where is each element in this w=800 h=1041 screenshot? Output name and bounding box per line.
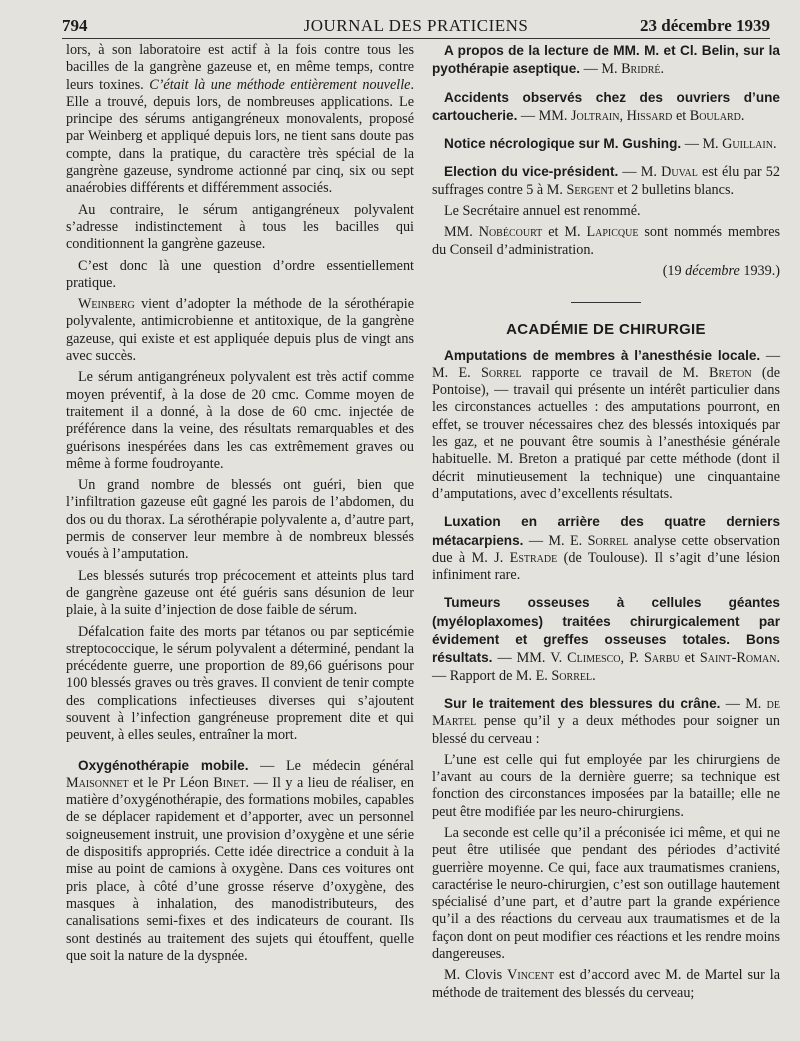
item-luxation: Luxation en arrière des quatre derniers métacarpiens. — M. E. Sorrel analyse cette observation due à M. J. Estrade (de Toulouse). Il s’agit d’une lésion infiniment rare.	[432, 514, 780, 584]
item-tumeurs: Tumeurs osseuses à cellules géantes (myéloplaxomes) traitées chirurgicalement par évidement et greffes osseuses totales. Bons résultats. — MM. V. Climesco, P. Sarbu et Saint-Roman. — Rapport de M. E. Sorrel.	[432, 595, 780, 684]
item-amputations: Amputations de membres à l’anesthésie locale. — M. E. Sorrel rapporte ce travail de M. Breton (de Pontoise), — travail qui présente un intérêt particulier dans les circonstances actuelles : des amputations pourront, en effet, se trouver nécessaires chez des blessés intoxiqués par les gaz, et ne pouvant être soumis à l’anesthésie générale habituelle. M. Breton a pratiqué par cette méthode (dont il décrit minutieusement la technique) une cinquantaine d’amputations, avec d’excellents résultats.	[432, 347, 781, 502]
paragraph-polyvalent: Au contraire, le sérum antigangréneux polyvalent s’adresse indistinctement à tous les bacilles qui conditionnent la gangrène gazeuse.	[66, 201, 414, 253]
header-rule	[62, 38, 770, 39]
paragraph-statistics: Défalcation faite des morts par tétanos ou par septicémie streptococcique, le sérum polyvalent a déterminé, pendant la précédente guerre, une proportion de 89,66 guérisons pour 100 blessés graves ou très graves. Il convient de tenir compte des complications infectieuses diverses qui s’ajoutent souvent à l’infection gangréneuse proprement dite et qui peuvent, à elles seules, entraîner la mort.	[66, 623, 414, 744]
item-title: Amputations de membres à l’anesthésie locale.	[444, 347, 761, 363]
paragraph-secretary: Le Secrétaire annuel est renommé.	[444, 203, 641, 220]
article-oxygenotherapie: Oxygénothérapie mobile. — Le médecin général Maisonnet et le Pr Léon Binet. — Il y a lieu de réaliser, en matière d’oxygénothérapie, des formations mobiles, capables de se déplacer rapidement et d’apporter, avec un personnel soigneusement instruit, une provision d’oxygène et une série de dispositifs appropriés. Cette idée directrice a conduit à la mise au point de camions à oxygène. Dans ces voitures ont pris place, à côté d’une grosse réserve d’oxygène, des masques à inhalation, des manodistributeurs, des canalisations semi-fixes et des indicateurs de courant. Ils sont destinés au traitement des sujets qui étouffent, quelle que soit la nature de la dyspnée.	[66, 757, 414, 964]
item-crane: Sur le traitement des blessures du crâne. — M. de Martel pense qu’il y a deux méthodes pour soigner un blessé du cerveau :	[432, 695, 780, 747]
item-belin: A propos de la lecture de MM. M. et Cl. Belin, sur la pyothérapie aseptique. — M. Bridré.	[432, 43, 780, 78]
paragraph-council: MM. Nobécourt et M. Lapicque sont nommés membres du Conseil d’administration.	[432, 224, 781, 258]
item-title: Sur le traitement des blessures du crâne.	[444, 695, 721, 711]
session-date: (19 décembre 1939.)	[662, 262, 780, 279]
item-title: Accidents observés chez des ouvriers d’une cartoucherie.	[432, 89, 780, 123]
issue-date: 23 décembre 1939	[640, 16, 770, 35]
item-title: Tumeurs osseuses à cellules géantes (myéloplaxomes) traitées chirurgicalement par évidement et greffes osseuses totales. Bons résultats.	[432, 595, 780, 666]
paragraph-crane-second: La seconde est celle qu’il a préconisée ici même, et qui ne peut être utilisée que pendant des périodes d’activité guerrière moyenne. Ce qui, face aux traumatismes craniens, caractérise le neuro-chirurgien, c’est son outillage hautement spécialisé d’une part, et d’autre part la grande expérience qu’il a des réactions du cerveau aux traumatismes et de la façon dont on peut modifier ces réactions et les rendre moins dangereuses.	[432, 824, 780, 963]
right-column	[432, 42, 780, 1006]
paragraph-weinberg: Weinberg vient d’adopter la méthode de la sérothérapie polyvalente, antimicrobienne et antitoxique, de la gangrène gazeuse, qui existe et est appliquée depuis plus de vingt ans avec succès.	[66, 296, 414, 365]
item-title: A propos de la lecture de MM. M. et Cl. Belin, sur la pyothérapie aseptique.	[432, 43, 780, 77]
paragraph-serum-intro: lors, à son laboratoire est actif à la fois contre tous les bacilles de la gangrène gazeuse et, en même temps, contre leurs toxines. C’était là une méthode entièrement nouvelle. Elle a trouvé, depuis lors, de nombreuses applications. Le principe des sérums antigangréneux monovalents, proposé par Weinberg et appliqué depuis lors, ne tient sans doute pas compte, dans la pratique, du caractère très spécial de la gangrène gazeuse, syndrome actionné par cinq, six ou sept anaérobies différents et différemment associés.	[66, 42, 415, 197]
item-accidents: Accidents observés chez des ouvriers d’une cartoucherie. — MM. Joltrain, Hissard et Boulard.	[432, 89, 780, 124]
running-header	[62, 14, 770, 36]
item-title: Notice nécrologique sur M. Gushing.	[444, 136, 682, 152]
journal-title: JOURNAL DES PRATICIENS	[303, 16, 529, 35]
paragraph-dosage: Le sérum antigangréneux polyvalent est très actif comme moyen préventif, à la dose de 20 cmc. Comme moyen de traitement il a donné, à la dose de 60 cmc. injectée de préférence dans la veine, des résultats remarquables et des guérisons inespérées dans les cas extrêmement graves ou même à forme foudroyante.	[66, 369, 414, 472]
paragraph-crane-first: L’une est celle qui fut employée par les chirurgiens de l’avant au cours de la dernière guerre; sa technique est fonction des circonstances imposées par la bataille; elle ne peut être modifiée par les neuro-chirurgiens.	[432, 751, 780, 820]
item-title: Luxation en arrière des quatre derniers métacarpiens.	[432, 514, 780, 548]
paragraph-healed: Un grand nombre de blessés ont guéri, bien que l’infiltration gazeuse eût gagné les parois de l’abdomen, du dos ou du thorax. La sérothérapie polyvalente a, d’autre part, permis de conserver leur membre à de nombreux blessés voués à l’amputation.	[66, 477, 414, 563]
paragraph-sutured: Les blessés suturés trop précocement et atteints plus tard de gangrène gazeuse ont été guéris sans désunion de leur plaie, à la suite d’injection de dose faible de sérum.	[66, 567, 414, 619]
item-notice: Notice nécrologique sur M. Gushing. — M. Guillain.	[444, 136, 777, 153]
page-number: 794	[62, 16, 88, 35]
item-title: Election du vice-président.	[444, 164, 619, 180]
section-title-academie: ACADÉMIE DE CHIRURGIE	[506, 321, 706, 339]
left-column	[66, 42, 414, 969]
paragraph-practical: C’est donc là une question d’ordre essentiellement pratique.	[66, 257, 414, 291]
article-title: Oxygénothérapie mobile.	[78, 757, 249, 773]
section-divider	[571, 302, 641, 303]
paragraph-crane-vincent: M. Clovis Vincent est d’accord avec M. de Martel sur la méthode de traitement des blessés du cerveau;	[432, 967, 780, 1001]
item-election: Election du vice-président. — M. Duval est élu par 52 suffrages contre 5 à M. Sergent et 2 bulletins blancs.	[432, 164, 780, 198]
